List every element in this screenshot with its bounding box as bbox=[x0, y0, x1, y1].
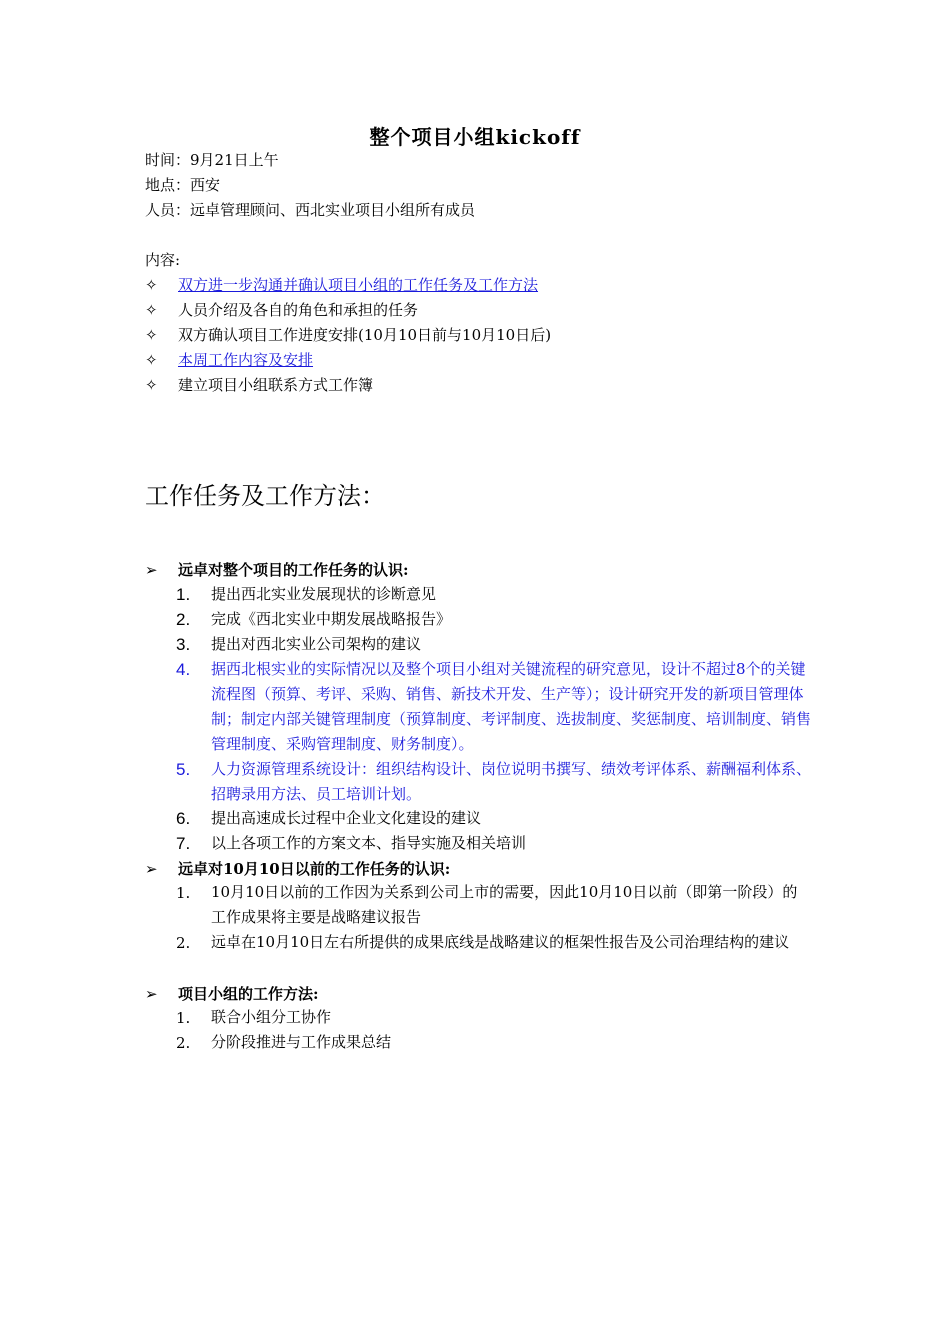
group-heading: 项目小组的工作方法: bbox=[178, 985, 319, 1003]
list-item: 远卓在10月10日左右所提供的成果底线是战略建议的框架性报告及公司治理结构的建议 bbox=[211, 933, 790, 951]
bullet-icon: ✧ bbox=[145, 326, 158, 344]
bullet-icon: ✧ bbox=[145, 301, 158, 319]
list-item: 分阶段推进与工作成果总结 bbox=[211, 1033, 392, 1051]
arrow-bullet-icon: ➢ bbox=[145, 985, 158, 1003]
list-item: 提出高速成长过程中企业文化建设的建议 bbox=[211, 809, 482, 827]
group-heading: 远卓对整个项目的工作任务的认识: bbox=[178, 561, 409, 579]
item-number: 3. bbox=[176, 635, 191, 654]
meta-people: 人员：远卓管理顾问、西北实业项目小组所有成员 bbox=[145, 201, 476, 219]
item-number: 2. bbox=[176, 1034, 191, 1052]
item-number: 2. bbox=[176, 934, 191, 952]
bullet-icon: ✧ bbox=[145, 376, 158, 394]
list-item: 10月10日以前的工作因为关系到公司上市的需要，因此10月10日以前（即第一阶段）的工作成果将主要是战略建议报告 bbox=[211, 883, 798, 926]
list-item: 据西北根实业的实际情况以及整个项目小组对关键流程的研究意见，设计不超过8个的关键流程图（预算、考评、采购、销售、新技术开发、生产等）；设计研究开发的新项目管理体制；制定内部关键管理制度（预算制度、考评制度、选拔制度、奖惩制度、培训制度、销售管理制度、采购管理制度、财务制度）。 bbox=[211, 660, 812, 753]
agenda-item: 双方确认项目工作进度安排(10月10日前与10月10日后) bbox=[178, 326, 552, 344]
arrow-bullet-icon: ➢ bbox=[145, 561, 158, 579]
content-label: 内容: bbox=[145, 251, 181, 269]
section-heading: 工作任务及工作方法： bbox=[145, 482, 385, 510]
list-item: 完成《西北实业中期发展战略报告》 bbox=[211, 610, 452, 628]
agenda-item: 建立项目小组联系方式工作簿 bbox=[178, 376, 374, 394]
list-item: 联合小组分工协作 bbox=[211, 1008, 332, 1026]
list-item: 提出对西北实业公司架构的建议 bbox=[211, 635, 422, 653]
item-number: 2. bbox=[176, 610, 191, 629]
arrow-bullet-icon: ➢ bbox=[145, 860, 158, 878]
group-heading: 远卓对10月10日以前的工作任务的认识: bbox=[178, 860, 451, 878]
item-number: 5. bbox=[176, 760, 191, 779]
item-number: 4. bbox=[176, 660, 191, 679]
item-number: 1. bbox=[176, 1009, 191, 1027]
list-item: 以上各项工作的方案文本、指导实施及相关培训 bbox=[211, 834, 527, 852]
item-number: 7. bbox=[176, 834, 191, 853]
agenda-link-weekly[interactable]: 本周工作内容及安排 bbox=[178, 351, 314, 369]
agenda-item: 人员介绍及各自的角色和承担的任务 bbox=[178, 301, 419, 319]
meta-time: 时间：9月21日上午 bbox=[145, 151, 279, 169]
agenda-link-tasks[interactable]: 双方进一步沟通并确认项目小组的工作任务及工作方法 bbox=[178, 276, 539, 294]
document-title: 整个项目小组kickoff bbox=[369, 125, 581, 149]
item-number: 1. bbox=[176, 585, 191, 604]
list-item: 人力资源管理系统设计：组织结构设计、岗位说明书撰写、绩效考评体系、薪酬福利体系、招聘录用方法、员工培训计划。 bbox=[211, 760, 812, 803]
item-number: 1. bbox=[176, 884, 191, 902]
item-number: 6. bbox=[176, 809, 191, 828]
bullet-icon: ✧ bbox=[145, 276, 158, 294]
meta-place: 地点：西安 bbox=[145, 176, 221, 194]
bullet-icon: ✧ bbox=[145, 351, 158, 369]
list-item: 提出西北实业发展现状的诊断意见 bbox=[211, 585, 437, 603]
